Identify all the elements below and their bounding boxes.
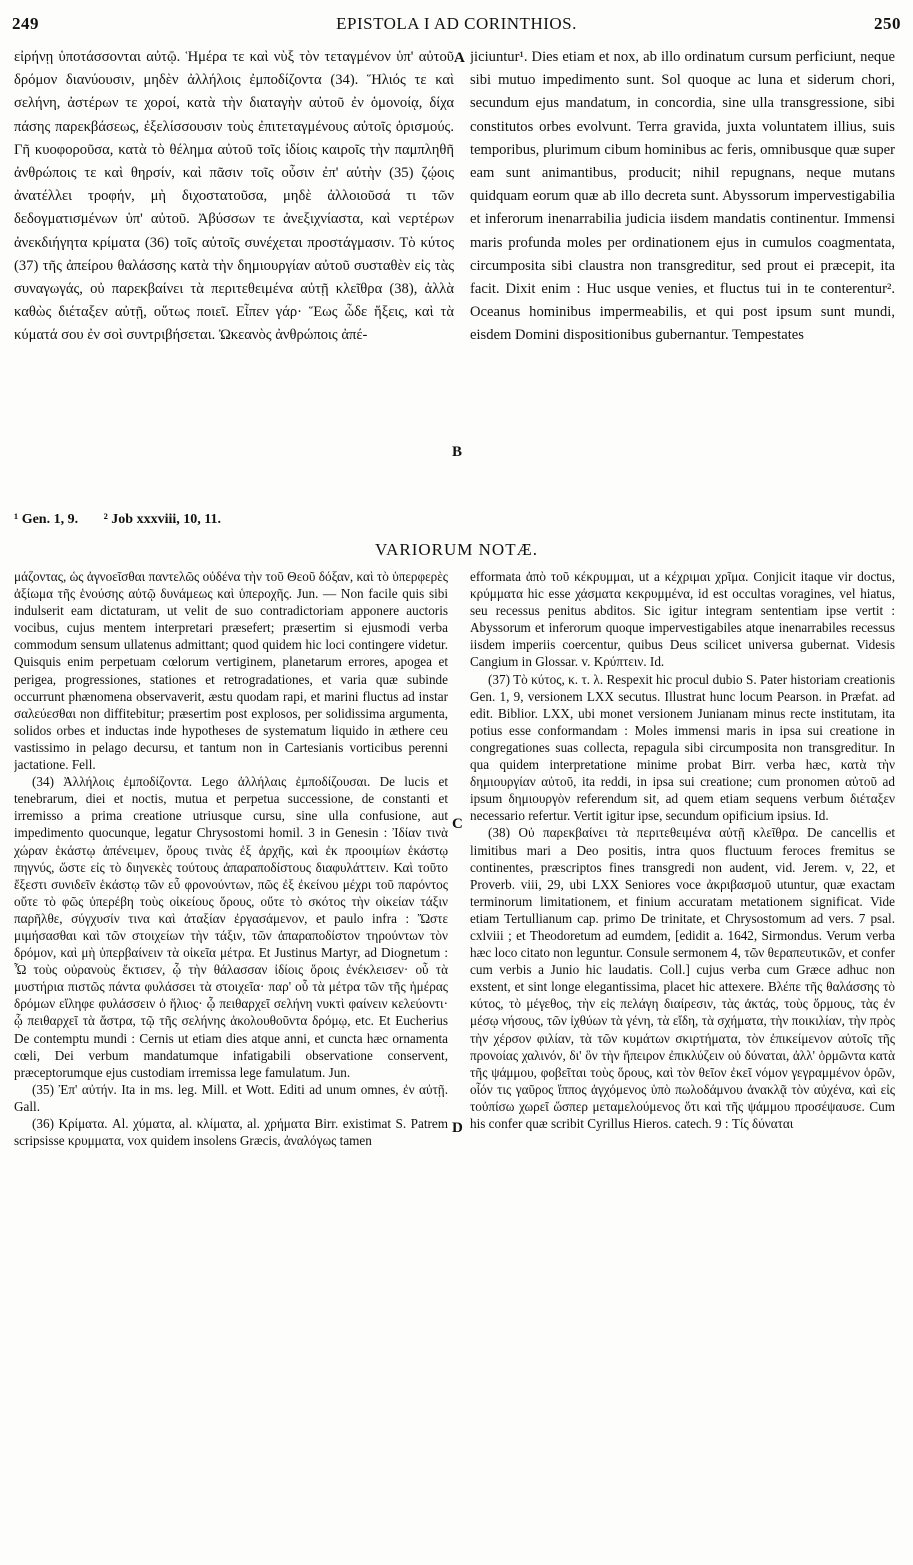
margin-marker-b: B	[452, 444, 463, 460]
greek-text: εἰρήνῃ ὑποτάσσονται αὐτῷ. Ἡμέρα τε καὶ νὺξ τὸν τεταγμένον ὑπ' αὐτοῦ δρόμον διανύουσιν, μηδὲν ἀλλήλοις ἐμποδίζοντα (34). Ἥλιός τε καὶ σελήνη, ἀστέρων τε χοροί, κατὰ τὴν διαταγὴν αὐτοῦ ἐν ὁμονοίᾳ, δίχα πάσης παρεκβάσεως, ἐξελίσσουσιν τοὺς ἐπιτεταγμένους αὐτοῖς ὁρισμούς. Γῆ κυοφοροῦσα, κατὰ τὸ θέλημα αὐτοῦ τοῖς ἰδίοις καιροῖς τὴν παμπληθῆ ἀνθρώποις τε καὶ θηρσίν, καὶ πᾶσιν τοῖς οὖσιν ἐπ' αὐτὴν (35) ζῴοις ἀνατέλλει τροφήν, μὴ διχοστατοῦσα, μηδὲ ἀλλοιοῦσά τι τῶν δεδογματισμένων ὑπ' αὐτοῦ. Ἀβύσσων τε ἀνεξιχνίαστα, καὶ νερτέρων ἀνεκδιήγητα κρίματα (36) τοῖς αὐτοῖς συνέχεται προστάγμασιν. Τὸ κύτος (37) τῆς ἀπείρου θαλάσσης κατὰ τὴν δημιουργίαν αὐτοῦ συσταθὲν εἰς τὰς συναγωγάς, οὐ παρεκβαίνει τὰ περιτεθειμένα αὐτῇ κλεῖθρα (38), ἀλλὰ καθὼς διέταξεν αὐτῇ, οὕτως ποιεῖ. Εἶπεν γάρ· Ἕως ὧδε ἥξεις, καὶ τὰ κύματά σου ἐν σοὶ συντριβήσεται. Ὠκεανὸς ἀνθρώποις ἀπέ-	[14, 49, 454, 344]
note-paragraph: μάζοντας, ὡς ἀγνοεῖσθαι παντελῶς οὐδένα τὴν τοῦ Θεοῦ δόξαν, καὶ τὸ ὑπερφερὲς ἀξίωμα τῆς ἑνούσης αὐτῷ δυνάμεως καὶ ὑπεροχῆς. Jun. — Non facile quis sibi indulserit eam dictaturam, ut velit de suo contradictoriam apponere auctoris vocibus, cujus mentem interpretari præsefert; præsertim si ejusmodi verba commodum sensum ullatenus admittant; quod quidem hic loci contingere videtur. Quisquis enim perpetuam cœlorum vertiginem, planetarum errores, apogea et perigea, progressiones, stationes et retrogradationes, et varia quæ subinde occurrunt phænomena observaverit, æstu quodam rapi, et marini fluctus ad instar σαλεύεσθαι non diffitebitur; præsertim post explosos, per solidissima argumenta, solidos orbes et inductas inde hypotheses de systematum liquido in æthere ceu vastissimo in pelago decursu, et tantum non in Cartesianis vorticibus perenni jactatione. Fell.	[14, 569, 448, 773]
note-34: (34) Ἀλλήλοις ἐμποδίζοντα. Lego ἀλλήλαις ἐμποδίζουσαι. De lucis et tenebrarum, diei et noctis, mutua et perpetua successione, de constanti et irremisso a prima creatione utriusque cursu, sine ulla confusione, aut impedimento quocunque, legatur Chrysostomi homil. 3 in Genesin : Ἰδίαν τινὰ χώραν ἑκάστῳ ἀπένειμεν, ὅρους τινὰς ἐξ ἀρχῆς, καὶ ἐκ προοιμίων ἑκάστῳ πηγνύς, ὥστε εἰς τὸ διηνεκὲς τούτους ἀπαραποδίστους διαφυλάττειν. Καὶ τοῦτο ἔξεστι συνιδεῖν ἑκάστῳ τῶν εὖ φρονούντων, πῶς ἐξ ἐκείνου μέχρι τοῦ παρόντος οὔτε τὸ φῶς ὑπερέβη τοὺς οἰκείους ὅρους, οὔτε τὸ σκότος τὴν οἰκείαν τάξιν παρῆλθε, σύγχυσίν τινα καὶ ἀταξίαν ἐργασάμενον, et paulo infra : Ὥστε μιμήσασθαι καὶ τῶν στοιχείων τὴν τάξιν, τῶν ἀπαραποδίστον τηρούντων τὸν δρόμον, καὶ μὴ ὑπερβαίνειν τὰ οἰκεῖα μέτρα. Et Justinus Martyr, ad Diognetum : Ὦ τοὺς οὐρανοὺς ἔκτισεν, ᾧ τὴν θάλασσαν ἰδίοις ὅροις ἐνέκλεισεν· οὗ τὰ μυστήρια πιστῶς πάντα φυλάσσει τὰ στοιχεῖα· παρ' οὗ τὰ μέτρα τῶν τῆς ἡμέρας δρόμων εἴληφε φυλάσσειν ὁ ἥλιος· ᾧ πειθαρχεῖ σελήνη νυκτὶ φαίνειν κελεύοντι· ᾧ πειθαρχεῖ τὰ ἄστρα, τῷ τῆς σελήνης ἀκολουθοῦντα δρόμῳ, etc. Et Eucherius De contemptu mundi : Cernis ut etiam dies atque anni, et cuncta hæc ornamenta cœli, Dei verbum mandatumque infatigabili observatione conservent, præceptorumque ejus custodiam irremissa lege famulatum. Jun.	[14, 774, 448, 1080]
notes-right-column	[470, 568, 895, 1558]
note-35: (35) Ἐπ' αὐτήν. Ita in ms. leg. Mill. et Wott. Editi ad unum omnes, ἐν αὐτῇ. Gall.	[14, 1081, 448, 1114]
running-title: EPISTOLA I AD CORINTHIOS.	[336, 14, 577, 33]
page-header	[12, 14, 901, 42]
latin-text: jiciuntur¹. Dies etiam et nox, ab illo ordinatum cursum perficiunt, neque sibi mutuo impedimento sunt. Sol quoque ac luna et siderum chori, secundum ejus mandatum, in concordia, sine ulla transgressione, sibi constitutos orbes evolvunt. Terra gravida, juxta voluntatem illius, suis temporibus, plurimum cibum hominibus ac feris, omnibusque quæ super eam sunt animantibus, producit; nihil repugnans, neque mutans quidquam eorum quæ ab illo decreta sunt. Abyssorum impervestigabilia et inferorum inenarrabilia judicia iisdem mandatis continentur. Immensi maris profunda moles per ordinationem ejus in cumulos coagmentata, circumposita sibi claustra non transgreditur, sed prout ei præcepit, ita facit. Dixit enim : Huc usque venies, et fluctus tui in te conterentur². Oceanus hominibus impermeabilis, et qui post ipsum sunt mundi, eisdem Domini dispositionibus gubernantur. Tempestates	[470, 49, 895, 344]
note-38: (38) Οὐ παρεκβαίνει τὰ περιτεθειμένα αὐτῇ κλεῖθρα. De cancellis et limitibus mari a Deo positis, intra quos fluctuum feroces fremitus se continentes, præscriptos fines transgredi non audent, vid. Jerem. v, 22, et Proverb. viii, 29, ubi LXX Seniores voce ἀκριβασμοῦ utuntur, quæ exactam terminorum limitationem, et finium accuratam metationem significat. Vide etiam Tertullianum cap. primo De trinitate, et Chrysostomum ad vers. 7 psal. cxlviii ; et Theodoretum ad eumdem, [edidit a. 1642, Sirmondus. Verum verba hæc loco citato non leguntur. Consule sermonem 4, τῶν θεραπευτικῶν, et confer cum verbis a Junio hic laudatis. Coll.] cujus verba cum Græce adhuc non exstent, et sint longe elegantissima, placet hic attexere. Βλέπε τῆς θαλάσσης τὸ κύτος, τὸ μέγεθος, τὴν εἰς πελάγη διαίρεσιν, τὰς ἀκτάς, τοὺς ὅρμους, τὰς ἐν μέσῳ νήσους, τῶν ἰχθύων τὰ γένη, τὰ εἴδη, τὰ σχήματα, τὴν ποικιλίαν, τὴν πρὸς τὴν χέρσον φιλίαν, τὰ τῶν κυμάτων σκιρτήματα, τὸν ἐπικείμενον αὐτοῖς τῆς προνοίας χαλινόν, δι' ὃν τὴν ἤπειρον ἐπικλύζειν οὐ δύναται, ἀλλ' ὁρμῶντα κατὰ τῆς ψάμμου, φοβεῖται τοὺς ὅρους, καὶ τὸν θεῖον ἐκεῖ νόμον γεγραμμένον ὁρῶν, οἷόν τις γαῦρος ἵππος ἀγχόμενος ὑπὸ πωλοδάμνου ἀνακλᾷ τὸν αὐχένα, καὶ εἰς τοὐπίσω χωρεῖ ὥσπερ μεταμελούμενος ὅτι καὶ τῆς ψάμμου προσέψαυσε. Cum his confer quæ scribit Cyrillus Hieros. catech. 9 : Τίς δύναται	[470, 825, 895, 1131]
margin-marker-c: C	[452, 816, 463, 832]
margin-marker-d: D	[452, 1120, 463, 1136]
greek-text-column	[14, 46, 454, 496]
note-36-continued: efformata ἀπὸ τοῦ κέκρυμμαι, ut a κέχριμαι χρῖμα. Conjicit itaque vir doctus, κρύμματα hic esse χάσματα κεκρυμμένα, id est occultas voragines, vel hiatus, seu recessus penitus abditos. Sic igitur integram sententiam ipse vertit : Abyssorum et inferorum quoque impervestigabiles atque inenarrabiles recessus iisdem imperiis coercentur, quibus Deus scilicet universa gubernat. Videsis Cangium in Glossar. v. Κρύπτειν. Id.	[470, 569, 895, 670]
page-number-right: 250	[874, 14, 901, 33]
footnote-2: ² Job xxxviii, 10, 11.	[103, 512, 221, 527]
note-36: (36) Κρίματα. Al. χύματα, al. κλίματα, al. χρήματα Birr. existimat S. Patrem scripsisse κρυμματα, vox quidem insolens Græcis, ἀναλόγως tamen	[14, 1116, 448, 1149]
scripture-footnotes	[14, 512, 243, 528]
notes-heading: VARIORUM NOTÆ.	[375, 540, 538, 559]
note-37: (37) Τὸ κύτος, κ. τ. λ. Respexit hic procul dubio S. Pater historiam creationis Gen. 1, 9, versionem LXX secutus. Illustrat hunc locum Pearson. in Præfat. ad edit. Biblior. LXX, ubi monet versionem Junianam minus recte institutam, ita potius esse conformandam : Moles immensi maris in ipsa sui creatione in congregationes suas collecta, repagula sibi circumposita non transgreditur. In qua quidem interpretatione minime probat Birr. verba hæc, κατὰ τὴν δημιουργίαν αὐτοῦ, ita reddi, in ipsa sui creatione; cum pronomen αὐτοῦ ad ipsum δημιουργὸν referendum sit, ad quem etiam sequens verbum διέταξεν necessario refertur. Vertit igitur ipse, secundum opificium ipsius. Id.	[470, 671, 895, 824]
page-number-left: 249	[12, 14, 39, 33]
margin-marker-a: A	[454, 50, 465, 66]
latin-text-column	[470, 46, 895, 496]
notes-left-column	[14, 568, 448, 1558]
footnote-1: ¹ Gen. 1, 9.	[14, 512, 79, 527]
